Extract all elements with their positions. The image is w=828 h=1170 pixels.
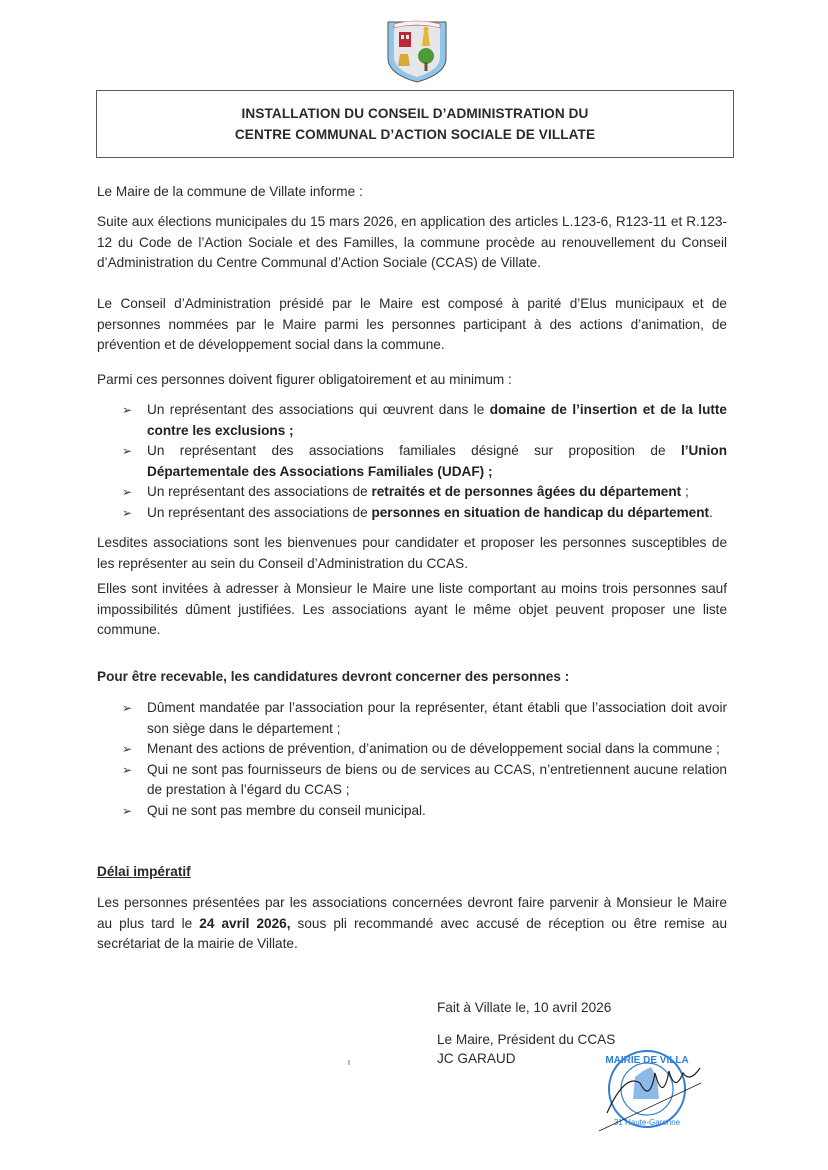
arrow-bullet-icon: ➢ [122,444,133,458]
list-item: ➢ Qui ne sont pas membre du conseil municipal. [122,801,727,822]
title-line-1: INSTALLATION DU CONSEIL D’ADMINISTRATION DU [241,106,589,121]
coat-of-arms-icon [384,14,450,84]
paragraph-list-submission: Elles sont invitées à adresser à Monsieur le Maire une liste comportant au moins trois personnes sauf impossibilités dûment justifiées. Les associations ayant le même objet peuvent proposer une liste commune. [97,581,727,637]
list2-intro: Pour être recevable, les candidatures devront concerner des personnes : [97,669,570,684]
scan-artifact [348,1060,350,1065]
title-line-2: CENTRE COMMUNAL D’ACTION SOCIALE DE VILLATE [234,127,596,142]
document-title-box [96,90,734,158]
svg-text:MAIRIE DE VILLA: MAIRIE DE VILLA [605,1055,689,1066]
arrow-bullet-icon: ➢ [122,403,133,417]
list-item: ➢ Un représentant des associations de personnes en situation de handicap du département. [122,503,727,524]
arrow-bullet-icon: ➢ [122,485,133,499]
list-item: ➢ Un représentant des associations de retraités et de personnes âgées du département ; [122,482,727,503]
eligibility-criteria-list [122,698,727,821]
list-item: ➢ Un représentant des associations familiales désigné sur proposition de l’Union Départementale des Associations Familiales (UDAF) ; [122,443,727,479]
list-item: ➢ Dûment mandatée par l’association pour la représenter, étant établi que l’association doit avoir son siège dans le département ; [122,700,727,736]
deadline-text: Les personnes présentées par les associations concernées devront faire parvenir à Monsieur le Maire au plus tard le 24 avril 2026, sous pli recommandé avec accusé de réception ou être remise au secrétariat de la mairie de Villate. [97,895,728,951]
arrow-bullet-icon: ➢ [122,701,133,715]
arrow-bullet-icon: ➢ [122,505,133,520]
list1-intro: Parmi ces personnes doivent figurer obligatoirement et au minimum : [97,372,512,387]
svg-text:31 Haute-Garonne: 31 Haute-Garonne [613,1118,681,1127]
arrow-bullet-icon: ➢ [122,762,133,777]
deadline-heading: Délai impératif [97,864,191,879]
paragraph-associations: Lesdites associations sont les bienvenues pour candidater et proposer les personnes susceptibles de les représenter au sein du Conseil d’Administration du CCAS. [97,535,727,571]
signatory-role: Le Maire, Président du CCAS [437,1032,616,1047]
list-item: ➢ Un représentant des associations qui œuvrent dans le domaine de l’insertion et de la lutte contre les exclusions ; [122,402,727,438]
paragraph-composition: Le Conseil d’Administration présidé par le Maire est composé à parité d’Elus municipaux et de personnes nommées par le Maire parmi les personnes participant à des actions d’animation, de prévention et de développement social dans la commune. [97,296,727,352]
required-representatives-list [122,400,727,523]
arrow-bullet-icon: ➢ [122,742,133,756]
arrow-bullet-icon: ➢ [122,803,133,818]
signatory-name: JC GARAUD [437,1051,516,1066]
list-item: ➢ Qui ne sont pas fournisseurs de biens ou de services au CCAS, n’entretiennent aucune relation de prestation à l’égard du CCAS ; [122,761,727,797]
intro-text: Le Maire de la commune de Villate informe : [97,184,363,199]
place-date: Fait à Villate le, 10 avril 2026 [437,1000,612,1015]
list-item: ➢ Menant des actions de prévention, d’animation ou de développement social dans la commune ; [122,739,727,760]
paragraph-elections: Suite aux élections municipales du 15 mars 2026, en application des articles L.123-6, R123-11 et R.123-12 du Code de l’Action Sociale et des Familles, la commune procède au renouvellement du Conseil d’Administration du Centre Communal d’Action Sociale (CCAS) de Villate. [97,214,727,270]
town-hall-stamp-icon [595,1043,703,1133]
